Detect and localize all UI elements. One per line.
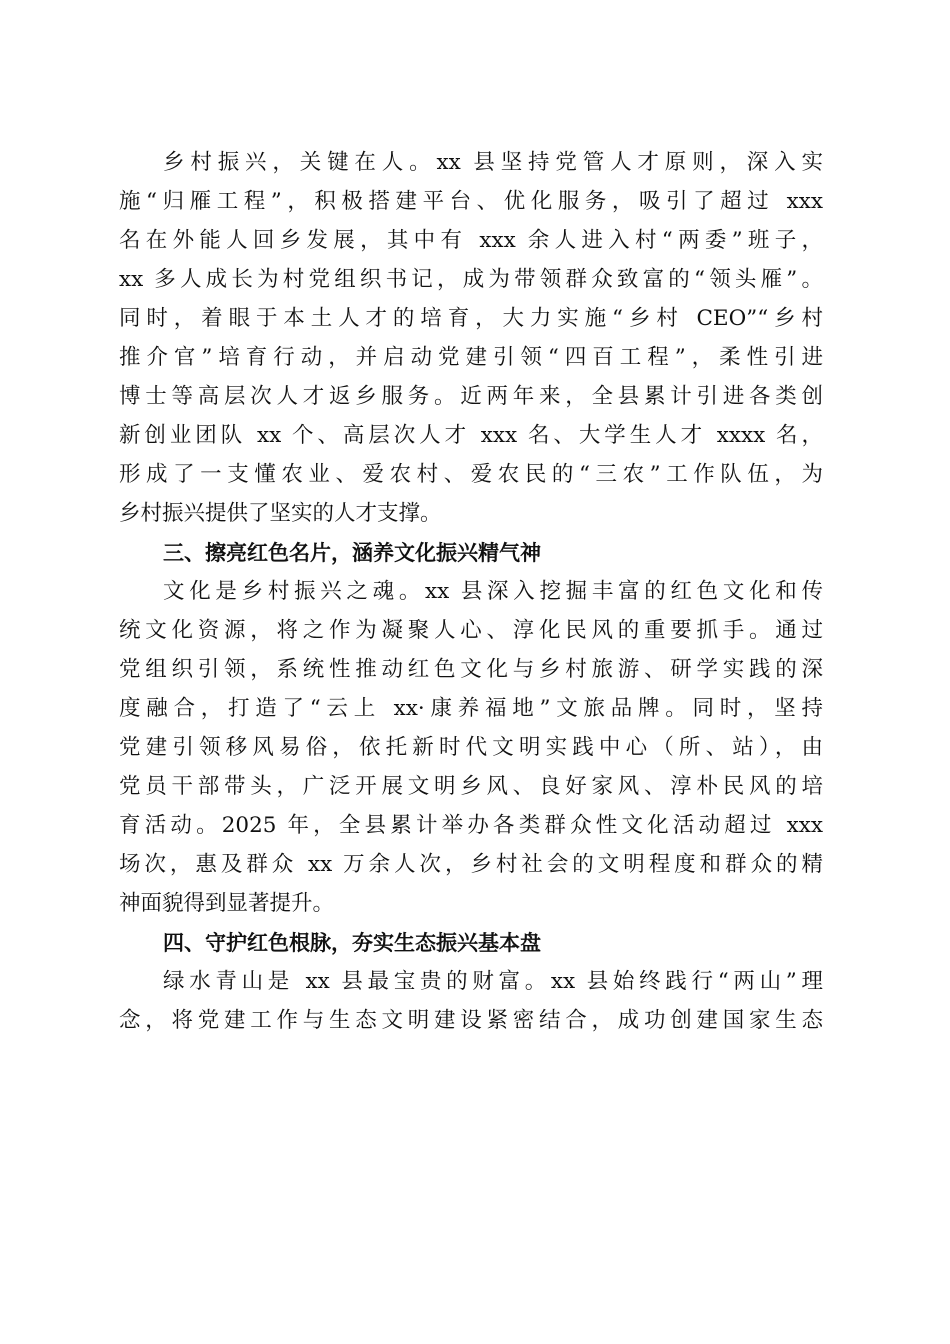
paragraph-line: 博士等高层次人才返乡服务。近两年来，全县累计引进各类创	[119, 384, 823, 409]
paragraph-line: 乡村振兴提供了坚实的人才支撑。	[119, 501, 442, 526]
paragraph-line: 神面貌得到显著提升。	[119, 891, 335, 916]
paragraph-line: 场次，惠及群众 xx 万余人次，乡村社会的文明程度和群众的精	[119, 852, 823, 877]
section-heading-4: 四、守护红色根脉，夯实生态振兴基本盘	[163, 931, 541, 955]
paragraph-line: 党员干部带头，广泛开展文明乡风、良好家风、淳朴民风的培	[119, 774, 823, 799]
paragraph-line: 名在外能人回乡发展，其中有 xxx 余人进入村“两委”班子，	[119, 228, 823, 253]
section-heading-3: 三、擦亮红色名片，涵养文化振兴精气神	[163, 541, 541, 565]
paragraph-line: 念，将党建工作与生态文明建设紧密结合，成功创建国家生态	[119, 1008, 823, 1033]
paragraph-line: 文化是乡村振兴之魂。xx 县深入挖掘丰富的红色文化和传	[163, 579, 823, 604]
paragraph-line: 施“归雁工程”，积极搭建平台、优化服务，吸引了超过 xxx	[119, 189, 823, 214]
paragraph-line: 绿水青山是 xx 县最宝贵的财富。xx 县始终践行“两山”理	[163, 969, 823, 994]
paragraph-line: 统文化资源，将之作为凝聚人心、淳化民风的重要抓手。通过	[119, 618, 823, 643]
paragraph-line: 乡村振兴，关键在人。xx 县坚持党管人才原则，深入实	[163, 150, 823, 175]
paragraph-line: 同时，着眼于本土人才的培育，大力实施“乡村 CEO”“乡村	[119, 306, 823, 331]
paragraph-line: 育活动。2025 年，全县累计举办各类群众性文化活动超过 xxx	[119, 813, 823, 838]
paragraph-line: 推介官”培育行动，并启动党建引领“四百工程”，柔性引进	[119, 345, 823, 370]
paragraph-line: 党建引领移风易俗，依托新时代文明实践中心（所、站），由	[119, 735, 823, 760]
paragraph-line: 形成了一支懂农业、爱农村、爱农民的“三农”工作队伍，为	[119, 462, 823, 487]
paragraph-line: xx 多人成长为村党组织书记，成为带领群众致富的“领头雁”。	[119, 267, 823, 292]
paragraph-line: 新创业团队 xx 个、高层次人才 xxx 名、大学生人才 xxxx 名，	[119, 423, 823, 448]
paragraph-line: 党组织引领，系统性推动红色文化与乡村旅游、研学实践的深	[119, 657, 823, 682]
paragraph-line: 度融合，打造了“云上 xx·康养福地”文旅品牌。同时，坚持	[119, 696, 823, 721]
